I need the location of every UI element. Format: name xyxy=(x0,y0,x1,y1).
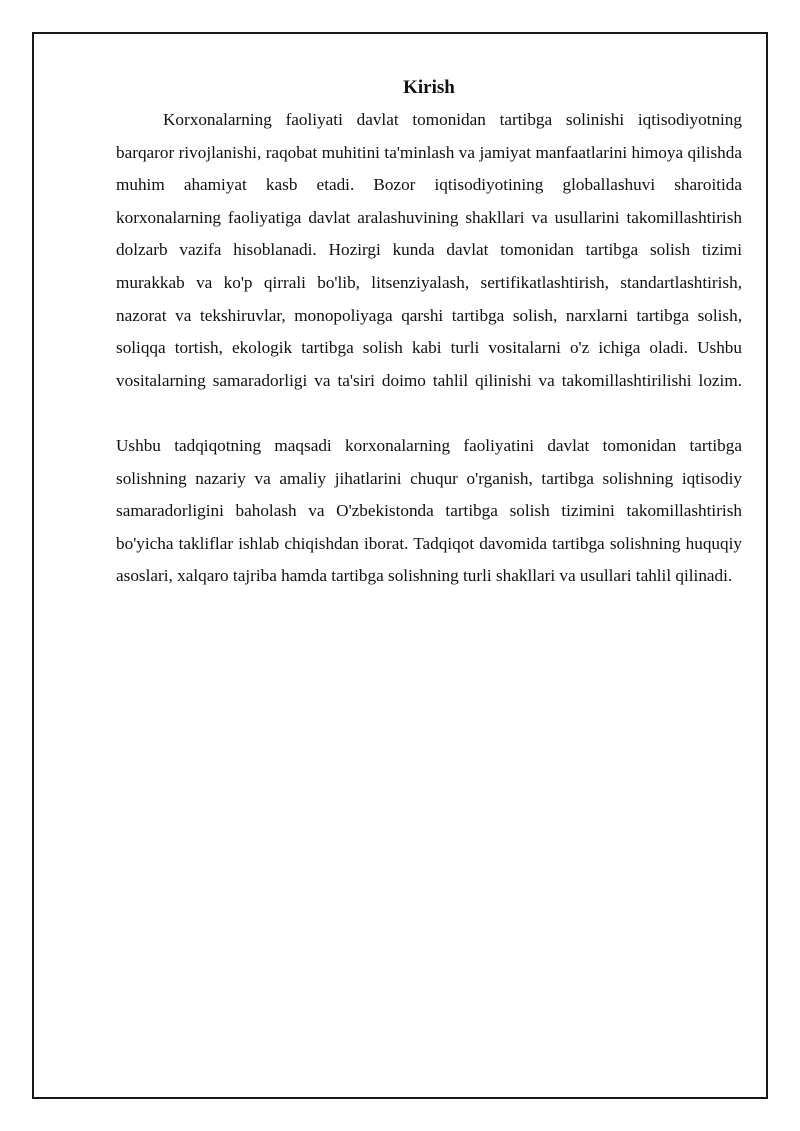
paragraph-research-aim: Ushbu tadqiqotning maqsadi korxonalarning faoliyatini davlat tomonidan tartibga solishning nazariy va amaliy jihatlarini chuqur o'rganish, tartibga solishning iqtisodiy samaradorligini baholash va O'zbekistonda tartibga solish tizimini takomillashtirish bo'yicha takliflar ishlab chiqishdan iborat. Tadqiqot davomida tartibga solishning huquqiy asoslari, xalqaro tajriba hamda tartibga solishning turli shakllari va usullari tahlil qilinadi. xyxy=(116,435,742,586)
paragraph-introduction: Korxonalarning faoliyati davlat tomonidan tartibga solinishi iqtisodiyotning barqaror rivojlanishi, raqobat muhitini ta'minlash va jamiyat manfaatlarini himoya qilishda muhim ahamiyat kasb etadi. Bozor iqtisodiyotining globallashuvi sharoitida korxonalarning faoliyatiga davlat aralashuvining shakllari va usullarini takomillashtirish dolzarb vazifa hisoblanadi. Hozirgi kunda davlat tomonidan tartibga solish tizimi murakkab va ko'p qirrali bo'lib, litsenziyalash, sertifikatlashtirish, standartlashtirish, nazorat va tekshiruvlar, monopoliyaga qarshi tartibga solish, narxlarni tartibga solish, soliqqa tortish, ekologik tartibga solish kabi turli vositalarni o'z ichiga oladi. Ushbu vositalarning samaradorligi va ta'siri doimo tahlil qilinishi va takomillashtirilishi lozim. xyxy=(116,110,742,390)
paragraph-spacer xyxy=(116,397,742,430)
document-body xyxy=(116,74,742,593)
page-title: Kirish xyxy=(403,77,455,98)
